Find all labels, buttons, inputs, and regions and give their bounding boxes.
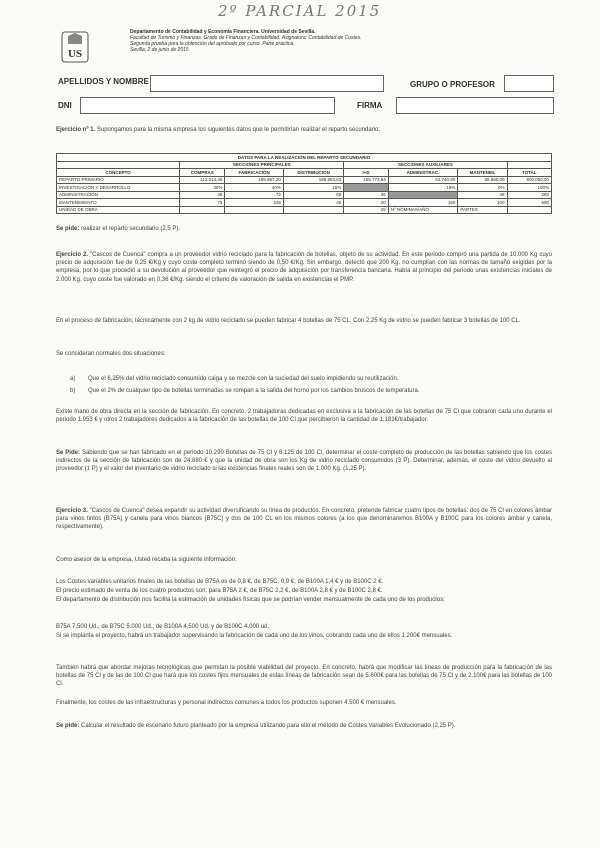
ej3-se-pide-text: Calcular el resultado de escenario futuro planteado por la empresa utilizando para ello el método de Costes Variables Evolucionado (2,25 P). [79,723,456,729]
ej3-se-pide [56,722,552,730]
table-cell: 690 [507,199,551,207]
table-row [57,176,552,184]
ej2-title: Ejercicio 2. [56,252,88,258]
table-cell: 88.560,00 [458,176,507,184]
ej3-p1 [56,507,552,532]
table-cell: MANTENIMIENTO [57,199,180,207]
table-cell [283,206,343,214]
col-header: MANTENIM. [458,169,507,177]
ej2-se-pide-text: Sabiendo que se han fabricado en el periodo 10.290 Botellas de 75 Cl y 6.125 de 100 Cl, determinar el coste completo de producción de las botellas sabiendo que los costes indirectos de la sección de fabricación son de 24.880 € y que la unidad de obra son los Kg de vidrio reciclado consumidos (3 P). Determinar, además, el coste del vidrio devuelto al proveedor (1 P) y el valor del inventario de vidrio reciclado si las existencias finales reales son de 1.000 Kg. (1,25 P). [56,450,552,473]
logo-text: US [67,48,83,60]
col-header: I+D [344,169,388,177]
ej2-p2: En el proceso de fabricación, técnicamente con 2 kg de vidrio reciclado se pueden fabricar 4 botellas de 75 CL. Con 2,25 Kg de vidrio se pueden fabricar 3 botellas de 100 CL. [56,318,521,324]
ej1-intro [56,126,556,134]
table-cell: 75 [180,199,225,207]
ej3-p4: El precio estimado de venta de los cuatro productos son: para B75A 2 €, de B75C 2,2 €, de B100A 2,8 € y de B100C 2,8 €. [56,588,383,594]
dept-line1: Departamento de Contabilidad y Economía Financiera. Universidad de Sevilla. [130,29,316,35]
col-header: FABRICACIÓN [225,169,283,177]
table-cell: 72 [225,191,283,199]
ej2-p1 [56,251,552,284]
ej1-se-pide-label: Se pide: [56,226,80,232]
col-header: TOTAL [507,169,551,177]
apellidos-field[interactable] [150,75,384,92]
table-cell: 36 [344,191,388,199]
table-cell: 15% [283,184,343,192]
ej1-se-pide-text: realizar el reparto secundario (2,5 P). [79,226,181,232]
table-cell: 40% [225,184,283,192]
table-cell: Nº NÓMINAS/AÑO [388,206,458,214]
ej3-p1-text: "Cascos de Cuenca" desea expandir su actividad diversificando su línea de productos. En concreto, pretende fabricar cuatro tipos de botellas: dos de 75 Cl en colores ámbar para vinos tintos (B75A) y canela para vinos blancos (B75C) y dos de 100 CL en los mismos colores (a los que denominaremos B100A y B100C para los colores ámbar y canela, respectivamente). [56,508,552,531]
ej1-data-table [56,153,552,214]
group-auxiliares: SECCIONES AUXILIARES [344,161,507,169]
col-header: ADMINISTRAC. [388,169,458,177]
ej3-se-pide-label: Se pide: [56,723,80,729]
ej2-item-a: Que el 6,25% del vidrio reciclado consumido caiga y se mezcle con la suciedad del suelo impidiendo su reutilización. [88,376,399,382]
col-header: CONCEPTO [57,169,180,177]
university-logo [60,30,90,64]
table-cell: 155.773,84 [344,176,388,184]
col-header: DISTRIBUCIÓN [283,169,343,177]
table-header-row [57,169,552,177]
table-row [57,191,552,199]
table-cell [344,184,388,192]
table-cell [180,206,225,214]
table-cell: 185.967,20 [225,176,283,184]
ej3-title: Ejercicio 3. [56,508,88,514]
table-row [57,184,552,192]
grupo-label: GRUPO O PROFESOR [410,80,495,89]
table-cell: 64.740,80 [388,176,458,184]
dept-line2: Facultad de Turismo y Finanzas. Grado de Finanzas y Contabilidad. Asignatura: Contabilidad de Costes. [130,35,362,41]
table-cell: 15% [388,184,458,192]
table-cell: 150 [388,199,458,207]
table-cell: 100% [507,184,551,192]
table-title: DATOS PARA LA REALIZACIÓN DEL REPARTO SECUNDARIO [57,154,552,162]
table-cell: 112.514,46 [180,176,225,184]
table-cell: 30% [180,184,225,192]
ej2-item-a-label: a) [70,376,76,382]
table-cell: 189.983,63 [283,176,343,184]
table-cell: 20 [344,199,388,207]
table-cell: INVESTIGACIÓN Y DESARROLLO [57,184,180,192]
ej2-se-pide [56,449,552,474]
table-cell: 48 [180,191,225,199]
firma-field[interactable] [396,97,554,114]
ej3-p7: Si se implanta el proyecto, habrá un trabajador supervisando la fabricación de cada uno de los vinos, cobrando cada uno de ellos 1.200€ mensuales. [56,633,453,639]
table-cell: 280 [507,191,551,199]
handwritten-title: 2º PARCIAL 2015 [218,2,382,20]
ej2-p3: Se consideran normales dos situaciones: [56,351,166,357]
table-cell: ADMINISTRACIÓN [57,191,180,199]
table-cell: REPARTO PRIMARIO [57,176,180,184]
ej2-p1-text: "Cascos de Cuenca" compra a un proveedor vidrio reciclado para la fabricación de botellas, objeto de su actividad. En este periodo compró una partida de 10.000 Kg cuyo precio de adquisición fue de 0,25 €/Kg y cuyo coste completo terminó siendo de 0,50 €/Kg. Sin embargo, detectó que 200 Kg. no cumplían con las normas de tamaño exigidas por la empresa, por lo que procedió a su devolución al proveedor que reintegró el precio de adquisición por transferencia bancaria. Había al principio del periodo unas existencias iniciales de 2.000 Kg. cuyo coste fue valorado en 0,36 €/Kg. siendo el criterio de valoración de salida en existencias el PMP. [56,252,552,283]
ej3-p8: También habrá que abordar mejoras tecnológicas que permitan la posible viabilidad del proyecto. En concreto, habrá que modificar las líneas de producción para la fabricación de las botellas de 75 Cl y de las de 100 Cl que hará que los costes fijos mensuales de estas líneas de fabricación sean de 5.600€ para las botellas de 75 Cl y de 2.100€ para las botellas de 100 Cl. [56,665,552,688]
table-row [57,199,552,207]
table-cell: PARTES [458,206,507,214]
table-cell: 25 [344,206,388,214]
firma-label: FIRMA [357,101,383,110]
table-row [57,206,552,214]
ej3-p3: Los Costes variables unitarios finales de las botellas de B75A es de 0,8 €, de B75C, 0,9 €, de B100A 1,4 € y de B100C 2 €. [56,579,384,585]
ej3-p6: B75A 7.500 Ud., de B75C 5.000 Ud., de B100A 4.500 Ud. y de B100C 4.000 ud. [56,624,270,630]
ej2-item-b-label: b) [70,388,76,394]
table-cell: UNIDAD DE OBRA [57,206,180,214]
table-cell: 48 [458,191,507,199]
ej1-se-pide [56,225,556,233]
table-cell: 100 [458,199,507,207]
dni-field[interactable] [80,97,335,114]
table-cell [225,206,283,214]
ej2-p4: Existe mano de obra directa en la sección de fabricación. En concreto, 2 trabajadoras dedicadas en exclusiva a la fabricación de las botellas de 75 Cl que cobraron cada uno durante el periodo 1.953 € y otros 2 trabajadores dedicados a la fabricación de las botellas de 100 Cl que percibieron la cantidad de 1.181€/trabajador. [56,409,552,424]
ej3-p9: Finalmente, los costes de las infraestructuras y personal indirectos comunes a todos los productos suponen 4.500 € mensuales. [56,700,397,706]
apellidos-label: APELLIDOS Y NOMBRE [58,77,149,86]
table-cell: 0% [458,184,507,192]
col-header: COMPRAS [180,169,225,177]
dept-line4: Sevilla, 2 de junio de 2015 [130,47,189,53]
grupo-field[interactable] [504,75,554,92]
table-cell: 225 [225,199,283,207]
ej2-se-pide-label: Se Pide: [56,450,80,456]
ej1-title: Ejercicio nº 1. [56,127,96,133]
department-header [130,29,460,53]
dept-line3: Segunda prueba para la obtención del aprobado por curso. Parte práctica. [130,41,295,47]
table-cell: 800.000,00 [507,176,551,184]
group-principales: SECCIONES PRINCIPALES [180,161,344,169]
table-cell [388,191,458,199]
ej1-text: Supongamos para la misma empresa los siguientes datos que le permitirían realizar el reparto secundario: [95,127,381,133]
dni-label: DNI [58,101,72,110]
table-cell: 60 [283,191,343,199]
ej3-p2: Como asesor de la empresa, Usted recaba la siguiente información: [56,557,237,563]
table-cell: 40 [283,199,343,207]
ej3-p5: El departamento de distribución nos facilita la estimación de unidades físicas que se podrían vender mensualmente de cada uno de los productos: [56,597,445,603]
table-cell [507,206,551,214]
ej2-item-b: Que el 2% de cualquier tipo de botellas terminadas se rompan a la salida del horno por los cambios bruscos de temperatura. [88,388,420,394]
